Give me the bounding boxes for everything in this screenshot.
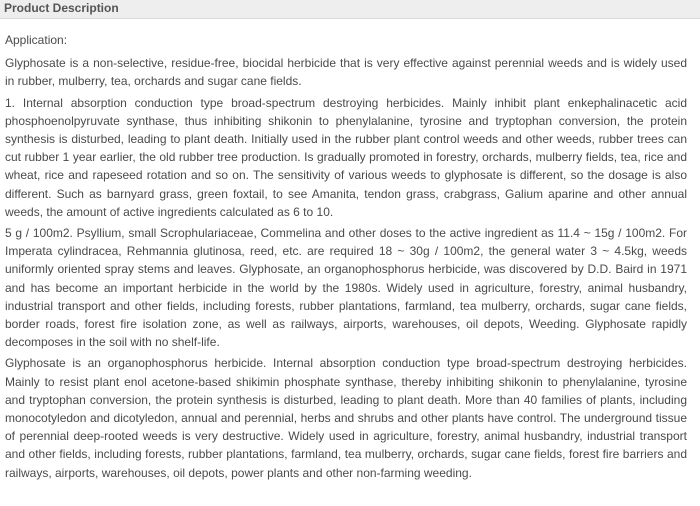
description-paragraph: 1. Internal absorption conduction type broad-spectrum destroying herbicides. Mainly inhibit plant enkephalinacetic acid phosphoenolpyruvate synthase, thus inhibiting shikonin to phenylalanine, tyrosine and tryptophan conversion, the protein synthesis is disturbed, leading to plant death. Initially used in the rubber plant control weeds and other weeds, rubber trees can cut rubber 1 year earlier, the old rubber tree production. Is gradually promoted in forestry, orchards, mulberry fields, tea, rice and wheat, rice and rapeseed rotation and so on. The sensitivity of various weeds to glyphosate is different, so the dosage is also different. Such as barnyard grass, green foxtail, to see Amanita, tendon grass, crabgrass, Galium aparine and other annual weeds, the amount of active ingredients calculated as 6 to 10. — [5, 95, 687, 219]
description-paragraph: 5 g / 100m2. Psyllium, small Scrophulariaceae, Commelina and other doses to the active ingredient as 11.4 ~ 15g / 100m2. For Imperata cylindracea, Rehmannia glutinosa, reed, etc. are required 18 ~ 30g / 100m2, the general water 3 ~ 4.5kg, weeds uniformly oriented spray stems and leaves. Glyphosate, an organophosphorus herbicide, was discovered by D.D. Baird in 1971 and has become an important herbicide in the world by the 1980s. Widely used in agriculture, forestry, animal husbandry, industrial transport and other fields, including forests, rubber plantations, farmland, tea mulberry, orchards, sugar cane fields, border roads, forest fire isolation zone, as well as railways, airports, warehouses, oil depots, Weeding. Glyphosate rapidly decomposes in the soil with no shelf-life. — [5, 226, 687, 350]
application-heading: Application: — [5, 33, 68, 47]
section-header — [0, 0, 700, 19]
section-title: Product Description — [4, 1, 119, 15]
product-description-body — [5, 31, 687, 485]
description-paragraph: Glyphosate is a non-selective, residue-free, biocidal herbicide that is very effective against perennial weeds and is widely used in rubber, mulberry, tea, orchards and sugar cane fields. — [5, 56, 687, 89]
description-paragraph: Glyphosate is an organophosphorus herbicide. Internal absorption conduction type broad-spectrum destroying herbicides. Mainly to resist plant enol acetone-based shikimin phosphate synthase, thereby inhibiting shikonin to phenylalanine, tyrosine and tryptophan conversion, the protein synthesis is disturbed, leading to plant death. More than 40 families of plants, including monocotyledon and dicotyledon, annual and perennial, herbs and shrubs and other plants have control. The underground tissue of perennial deep-rooted weeds is very destructive. Widely used in agriculture, forestry, animal husbandry, industrial transport and other fields, including forests, rubber plantations, farmland, tea mulberry, orchards, sugar cane fields, forest fire barriers and railways, airports, warehouses, oil depots, power plants and other non-farming weeding. — [5, 356, 687, 480]
